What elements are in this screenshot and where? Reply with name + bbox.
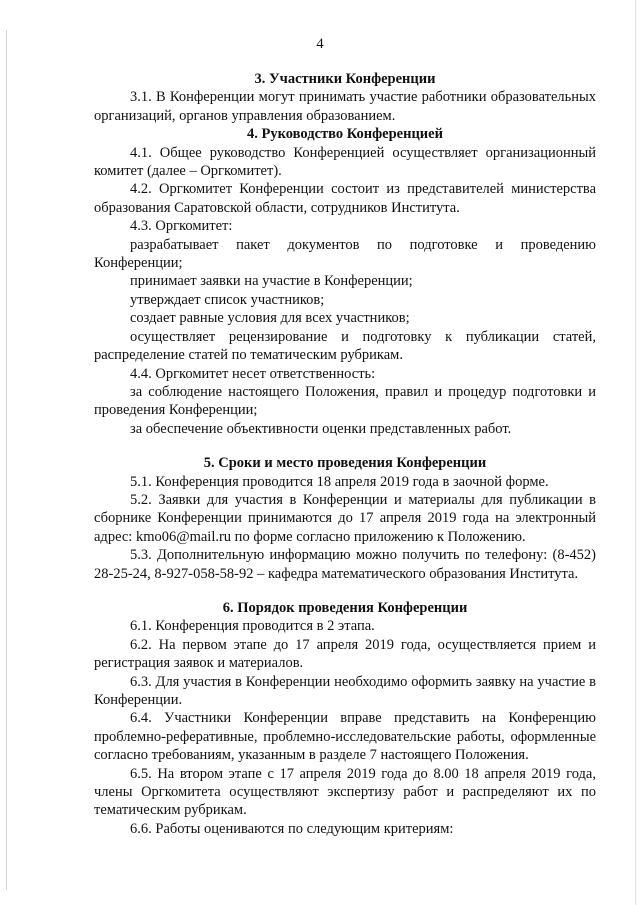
duty-item: утверждает список участников;	[130, 291, 325, 308]
paragraph-4-4: 4.4. Оргкомитет несет ответственность:	[130, 365, 376, 382]
paragraph-5-1: 5.1. Конференция проводится 18 апреля 2019 года в заочной форме.	[130, 473, 549, 490]
paragraph-6-5: 6.5. На втором этапе с 17 апреля 2019 года до 8.00 18 апреля 2019 года, члены Оргкомитета осуществляют экспертизу работ и распределяют их по тематическим рубрикам.	[94, 765, 596, 819]
duty-item: осуществляет рецензирование и подготовку к публикации статей, распределение статей по тематическим рубрикам.	[94, 328, 596, 364]
section-4-title: 4. Руководство Конференцией	[247, 126, 443, 143]
paragraph-3-1: 3.1. В Конференции могут принимать участие работники образовательных организаций, органов управления образованием.	[94, 89, 596, 124]
paragraph-4-3: 4.3. Оргкомитет:	[130, 218, 233, 235]
duty-item: разрабатывает пакет документов по подготовке и проведению Конференции;	[94, 236, 596, 272]
section-5-title: 5. Сроки и место проведения Конференции	[203, 455, 487, 472]
duty-item: принимает заявки на участие в Конференции;	[130, 273, 413, 290]
document-body	[94, 70, 596, 838]
page-number: 4	[316, 36, 324, 52]
section-6-title: 6. Порядок проведения Конференции	[222, 599, 468, 616]
paragraph-6-4: 6.4. Участники Конференции вправе представить на Конференцию проблемно-реферативные, проблемно-исследовательские работы, оформленные согласно требованиям, указанным в разделе 7 настоящего Положения.	[94, 710, 596, 764]
responsibility-item: за соблюдение настоящего Положения, правил и процедур подготовки и проведения Конференции;	[94, 383, 596, 419]
paragraph-6-2: 6.2. На первом этапе до 17 апреля 2019 года, осуществляется прием и регистрация заявок и материалов.	[94, 636, 596, 672]
scan-edge-right	[635, 0, 636, 905]
paragraph-6-3: 6.3. Для участия в Конференции необходимо оформить заявку на участие в Конференции.	[94, 673, 596, 708]
paragraph-5-2: 5.2. Заявки для участия в Конференции и материалы для публикации в сборнике Конференции принимаются до 17 апреля 2019 года на электронный адрес: kmo06@mail.ru по форме согласно приложению к Положению.	[94, 491, 596, 545]
paragraph-6-1: 6.1. Конференция проводится в 2 этапа.	[130, 618, 375, 635]
paragraph-4-2: 4.2. Оргкомитет Конференции состоит из представителей министерства образования Саратовской области, сотрудников Института.	[94, 181, 596, 216]
paragraph-4-1: 4.1. Общее руководство Конференцией осуществляет организационный комитет (далее – Оргкомитет).	[94, 144, 596, 180]
responsibility-item: за обеспечение объективности оценки представленных работ.	[130, 420, 512, 437]
duty-item: создает равные условия для всех участников;	[130, 310, 410, 327]
paragraph-6-6: 6.6. Работы оцениваются по следующим критериям:	[130, 820, 454, 837]
scan-edge-left	[6, 30, 7, 890]
section-3-title: 3. Участники Конференции	[254, 71, 436, 87]
paragraph-5-3: 5.3. Дополнительную информацию можно получить по телефону: (8-452) 28-25-24, 8-927-058-58-92 – кафедра математического образования Института.	[94, 547, 596, 582]
